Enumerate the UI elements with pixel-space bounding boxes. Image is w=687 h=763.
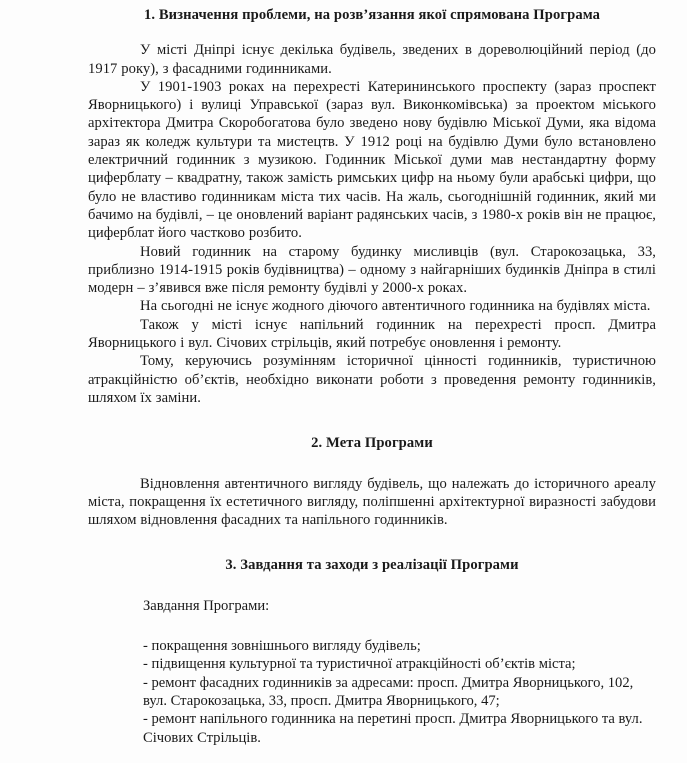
spacer: [88, 453, 656, 475]
paragraph-problem-1: У місті Дніпрі існує декілька будівель, зведених в дореволюційний період (до 1917 року), з фасадними годинниками.: [88, 42, 656, 77]
tasks-label: Завдання Програми:: [143, 597, 270, 614]
section-heading-3: 3. Завдання та заходи з реалізації Програми: [225, 557, 519, 574]
document-body: [88, 6, 656, 747]
section-heading-1: 1. Визначення проблеми, на розв’язання якої спрямована Програма: [143, 7, 601, 23]
spacer: [88, 575, 656, 597]
task-list: [88, 637, 656, 747]
paragraph-problem-5: Також у місті існує напільний годинник на перехресті просп. Дмитра Яворницького і вул. Січових стрільців, який потребує оновлення і ремонту.: [88, 316, 656, 352]
list-item: - підвищення культурної та туристичної атракційності об’єктів міста;: [143, 656, 576, 673]
paragraph-goal-1: Відновлення автентичного вигляду будівель, що належать до історичного ареалу міста, покращення їх естетичного вигляду, поліпшенні архітектурної виразності забудови шляхом відновлення фасадних та напільного годинників.: [88, 475, 656, 529]
spacer: [88, 24, 656, 41]
list-item: - покращення зовнішнього вигляду будівель;: [143, 638, 421, 655]
paragraph-problem-6: Тому, керуючись розумінням історичної цінності годинників, туристичною атракційністю об’єктів, необхідно виконати роботи з проведення ремонту годинників, шляхом їх заміни.: [88, 353, 656, 406]
list-item: - ремонт фасадних годинників за адресами: просп. Дмитра Яворницького, 102, вул. Старокозацька, 33, просп. Дмитра Яворницького, 47;: [143, 674, 634, 709]
paragraph-problem-4: На сьогодні не існує жодного діючого автентичного годинника на будівлях міста.: [140, 298, 651, 315]
spacer: [88, 407, 656, 434]
section-heading-2: 2. Мета Програми: [311, 435, 433, 452]
paragraph-problem-3: Новий годинник на старому будинку мисливців (вул. Старокозацька, 33, приблизно 1914-1915 років будівництва) – одному з найгарніших будинків Дніпра в стилі модерн – з’явився вже після ремонту будівлі у 2000-х роках.: [88, 243, 656, 297]
spacer: [88, 615, 656, 637]
spacer: [88, 529, 656, 556]
paragraph-problem-2: У 1901-1903 роках на перехресті Катерининського проспекту (зараз проспект Яворницького) і вулиці Управської (зараз вул. Виконкомівська) за проектом міського архітектора Дмитра Скоробогатова було зведено нову будівлю Міської Думи, яка відома зараз як коледж культури та мистецтв. У 1912 році на будівлю Думи було встановлено електричний годинник з музикою. Годинник Міської думи мав нестандартну форму циферблату – квадратну, також замість римських цифр на ньому були арабські цифри, що було не властиво годинникам міста тих часів. На жаль, сьогоднішній годинник, який ми бачимо на будівлі, – це оновлений варіант радянських часів, з 1980-х років він не працює, циферблат його частково розбито.: [88, 78, 656, 242]
list-item: - ремонт напільного годинника на перетині просп. Дмитра Яворницького та вул. Січових Стрільців.: [143, 711, 643, 746]
